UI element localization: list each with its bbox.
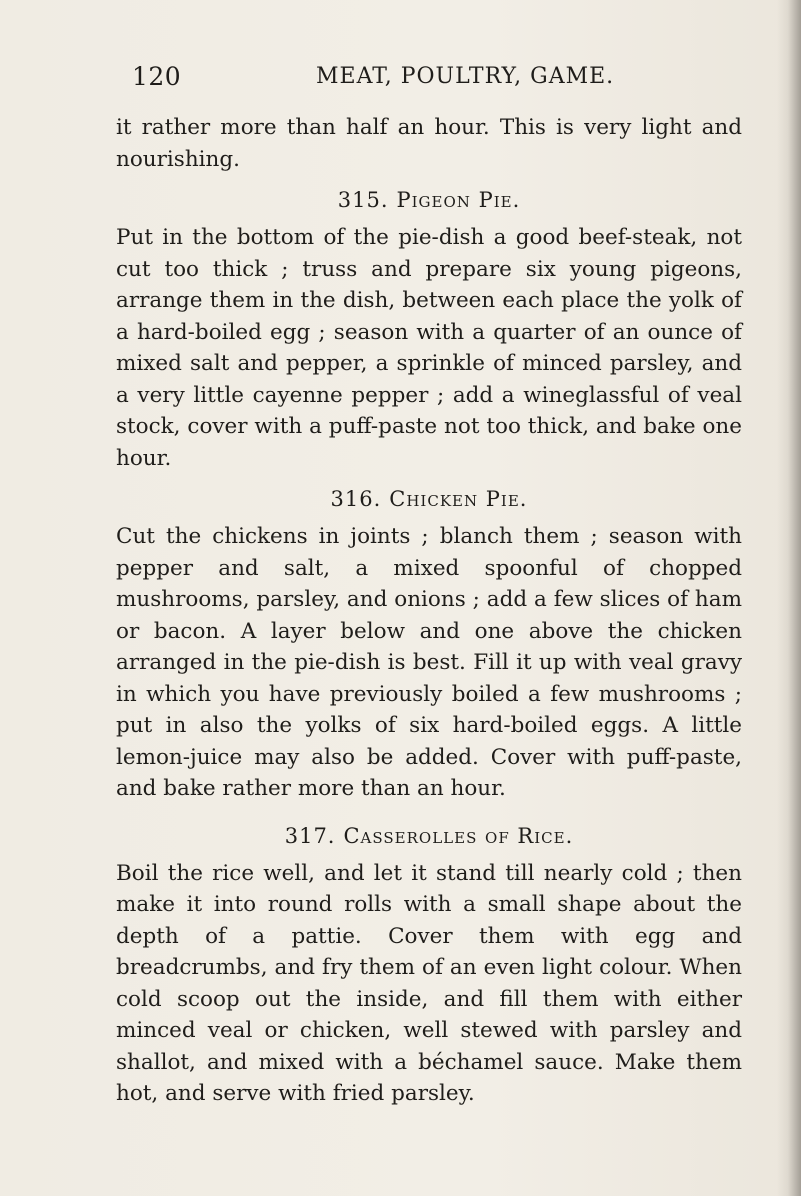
page-text [116, 112, 742, 1110]
recipe-text-pigeon-pie: Put in the bottom of the pie-dish a good beef-steak, not cut too thick ; truss and prepare six young pigeons, arrange them in the dish, between each place the yolk of a hard-boiled egg ; season with a quarter of an ounce of mixed salt and pepper, a sprinkle of minced parsley, and a very little cayenne pepper ; add a wineglassful of veal stock, cover with a puff-paste not too thick, and bake one hour. [116, 225, 742, 471]
recipe-number: 316. [330, 487, 382, 511]
recipe-text-chicken-pie: Cut the chickens in joints ; blanch them ; season with pepper and salt, a mixed spoonful of chopped mushrooms, parsley, and onions ; add a few slices of ham or bacon. A layer below and one above the chicken arranged in the pie-dish is best. Fill it up with veal gravy in which you have previously boiled a few mushrooms ; put in also the yolks of six hard-boiled eggs. A little lemon-juice may also be added. Cover with puff-paste, and bake rather more than an hour. [116, 524, 742, 801]
page-number: 120 [132, 62, 182, 91]
recipe-heading-pigeon-pie [116, 185, 742, 216]
intro-paragraph: it rather more than half an hour. This is very light and nourishing. [116, 115, 742, 172]
page-header [132, 58, 692, 94]
recipe-text-casserolles-of-rice: Boil the rice well, and let it stand till nearly cold ; then make it into round rolls with a small shape about the depth of a pattie. Cover them with egg and breadcrumbs, and fry them of an even light colour. When cold scoop out the inside, and fill them with either minced veal or chicken, well stewed with parsley and shallot, and mixed with a béchamel sauce. Make them hot, and serve with fried parsley. [116, 860, 742, 1106]
running-head: MEAT, POULTRY, GAME. [316, 64, 615, 89]
page-edge-shadow [777, 0, 801, 1196]
recipe-heading-casserolles-of-rice [116, 821, 742, 852]
recipe-title: Casserolles of Rice. [343, 823, 574, 848]
recipe-title: Chicken Pie. [389, 487, 528, 511]
recipe-title: Pigeon Pie. [396, 188, 521, 212]
recipe-number: 315. [337, 188, 389, 212]
recipe-number: 317. [284, 823, 336, 848]
recipe-heading-chicken-pie [116, 484, 742, 515]
